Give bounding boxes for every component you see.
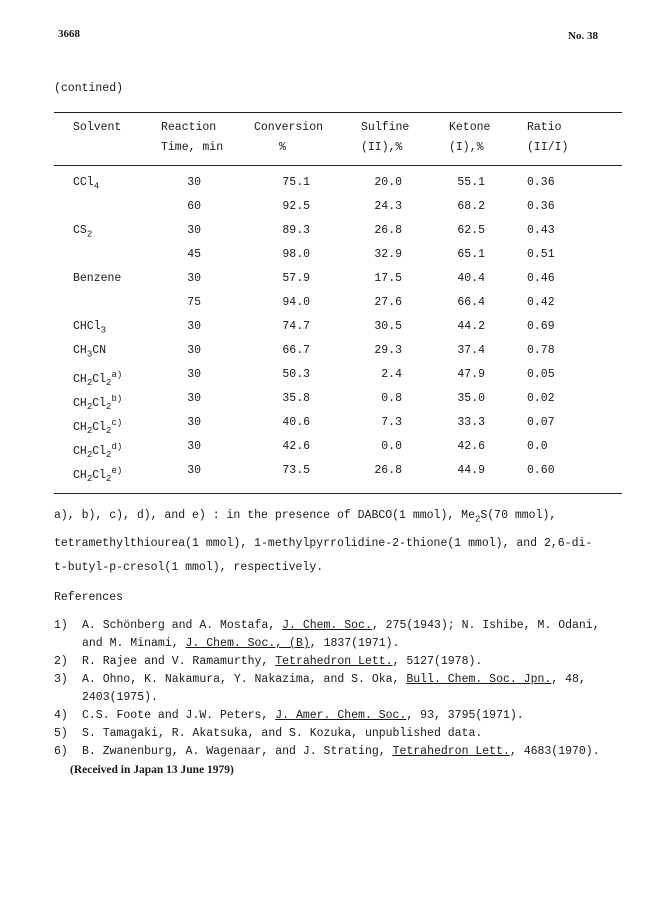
table-top-rule xyxy=(54,112,622,113)
journal-name: Tetrahedron Lett. xyxy=(392,745,510,758)
ketone-cell: 42.6 xyxy=(457,440,485,453)
ketone-cell: 44.2 xyxy=(457,320,485,333)
solvent-cell: $CH_2Cl_2^{b)}$ xyxy=(73,394,123,413)
time-cell: 30 xyxy=(187,440,201,453)
conversion-cell: 73.5 xyxy=(282,464,310,477)
reference-text: A. Schönberg and A. Mostafa, J. Chem. Soc., 275(1943); N. Ishibe, M. Odani, and M. Minami, J. Chem. Soc., (B), 1837(1971). xyxy=(82,619,600,650)
sulfine-cell: 32.9 xyxy=(374,248,402,261)
time-cell: 60 xyxy=(187,200,201,213)
ketone-cell: 66.4 xyxy=(457,296,485,309)
sulfine-cell: 0.8 xyxy=(381,392,402,405)
column-header: Solvent xyxy=(73,121,122,134)
conversion-cell: 66.7 xyxy=(282,344,310,357)
footnote-line-2: tetramethylthiourea(1 mmol), 1-methylpyrrolidine-2-thione(1 mmol), and 2,6-di- xyxy=(54,536,593,550)
reference-number: 2) xyxy=(54,655,68,668)
ketone-cell: 35.0 xyxy=(457,392,485,405)
reference-text: R. Rajee and V. Ramamurthy, Tetrahedron Lett., 5127(1978). xyxy=(82,655,483,668)
received-date: (Received in Japan 13 June 1979) xyxy=(70,764,234,776)
ratio-cell: 0.05 xyxy=(527,368,555,381)
references-heading: References xyxy=(54,591,124,604)
column-header: Conversion xyxy=(254,121,324,134)
reference-text: B. Zwanenburg, A. Wagenaar, and J. Strating, Tetrahedron Lett., 4683(1970). xyxy=(82,745,600,758)
reference-number: 6) xyxy=(54,745,68,758)
conversion-cell: 35.8 xyxy=(282,392,310,405)
time-cell: 30 xyxy=(187,368,201,381)
reference-text: S. Tamagaki, R. Akatsuka, and S. Kozuka, unpublished data. xyxy=(82,727,483,740)
ratio-cell: 0.69 xyxy=(527,320,555,333)
footnote-line-3: t-butyl-p-cresol(1 mmol), respectively. xyxy=(54,561,324,575)
ketone-cell: 37.4 xyxy=(457,344,485,357)
column-header-unit: Time, min xyxy=(161,141,224,154)
ratio-cell: 0.78 xyxy=(527,344,555,357)
reference-number: 5) xyxy=(54,727,68,740)
reference-number: 3) xyxy=(54,673,68,686)
column-header: Ratio xyxy=(527,121,562,134)
ratio-cell: 0.51 xyxy=(527,248,555,261)
time-cell: 45 xyxy=(187,248,201,261)
solvent-cell: CHCl$_3$ xyxy=(73,320,107,336)
time-cell: 30 xyxy=(187,272,201,285)
column-header-unit: (I),% xyxy=(449,141,484,154)
conversion-cell: 42.6 xyxy=(282,440,310,453)
column-header: Ketone xyxy=(449,121,491,134)
sulfine-cell: 30.5 xyxy=(374,320,402,333)
column-header: Reaction xyxy=(161,121,217,134)
table-bottom-rule xyxy=(54,493,622,494)
footnote-line-1: a), b), c), d), and e) : in the presence of DABCO(1 mmol), $Me_2S(70$ mmol), xyxy=(54,509,557,525)
ketone-cell: 47.9 xyxy=(457,368,485,381)
sulfine-cell: 2.4 xyxy=(381,368,402,381)
sulfine-cell: 7.3 xyxy=(381,416,402,429)
ketone-cell: 40.4 xyxy=(457,272,485,285)
ratio-cell: 0.36 xyxy=(527,200,555,213)
ketone-cell: 62.5 xyxy=(457,224,485,237)
conversion-cell: 57.9 xyxy=(282,272,310,285)
journal-name: Tetrahedron Lett. xyxy=(275,655,393,668)
continued-label: (contined) xyxy=(54,82,124,95)
time-cell: 30 xyxy=(187,176,201,189)
conversion-cell: 89.3 xyxy=(282,224,310,237)
time-cell: 30 xyxy=(187,392,201,405)
conversion-cell: 50.3 xyxy=(282,368,310,381)
ratio-cell: 0.43 xyxy=(527,224,555,237)
conversion-cell: 74.7 xyxy=(282,320,310,333)
column-header-unit: % xyxy=(279,141,286,154)
sulfine-cell: 26.8 xyxy=(374,224,402,237)
ratio-cell: 0.46 xyxy=(527,272,555,285)
column-header-unit: (II),% xyxy=(361,141,403,154)
solvent-cell: $CH_3CN$ xyxy=(73,344,107,360)
ratio-cell: 0.0 xyxy=(527,440,548,453)
time-cell: 30 xyxy=(187,344,201,357)
sulfine-cell: 17.5 xyxy=(374,272,402,285)
sulfine-cell: 26.8 xyxy=(374,464,402,477)
conversion-cell: 40.6 xyxy=(282,416,310,429)
solvent-cell: $CH_2Cl_2^{d)}$ xyxy=(73,442,123,461)
solvent-cell: Benzene xyxy=(73,272,122,285)
journal-name: J. Amer. Chem. Soc. xyxy=(275,709,407,722)
page-number: 3668 xyxy=(58,28,80,40)
time-cell: 75 xyxy=(187,296,201,309)
solvent-cell: CCl$_4$ xyxy=(73,176,100,192)
ketone-cell: 44.9 xyxy=(457,464,485,477)
time-cell: 30 xyxy=(187,464,201,477)
time-cell: 30 xyxy=(187,320,201,333)
time-cell: 30 xyxy=(187,224,201,237)
table-header-rule xyxy=(54,165,622,166)
conversion-cell: 75.1 xyxy=(282,176,310,189)
sulfine-cell: 27.6 xyxy=(374,296,402,309)
ketone-cell: 33.3 xyxy=(457,416,485,429)
reference-number: 4) xyxy=(54,709,68,722)
ratio-cell: 0.36 xyxy=(527,176,555,189)
sulfine-cell: 24.3 xyxy=(374,200,402,213)
solvent-cell: $CH_2Cl_2^{a)}$ xyxy=(73,370,123,389)
sulfine-cell: 29.3 xyxy=(374,344,402,357)
sulfine-cell: 0.0 xyxy=(381,440,402,453)
journal-name: Bull. Chem. Soc. Jpn. xyxy=(406,673,552,686)
column-header-unit: (II/I) xyxy=(527,141,569,154)
journal-issue-number: No. 38 xyxy=(568,30,598,42)
sulfine-cell: 20.0 xyxy=(374,176,402,189)
conversion-cell: 98.0 xyxy=(282,248,310,261)
journal-name: J. Chem. Soc. xyxy=(282,619,372,632)
reference-number: 1) xyxy=(54,619,68,632)
reference-text: C.S. Foote and J.W. Peters, J. Amer. Chem. Soc., 93, 3795(1971). xyxy=(82,709,524,722)
ketone-cell: 55.1 xyxy=(457,176,485,189)
solvent-cell: $CH_2Cl_2^{c)}$ xyxy=(73,418,123,437)
reference-text: A. Ohno, K. Nakamura, Y. Nakazima, and S. Oka, Bull. Chem. Soc. Jpn., 48, 2403(1975). xyxy=(82,673,586,704)
journal-name: J. Chem. Soc., (B) xyxy=(185,637,310,650)
column-header: Sulfine xyxy=(361,121,410,134)
conversion-cell: 94.0 xyxy=(282,296,310,309)
time-cell: 30 xyxy=(187,416,201,429)
ketone-cell: 65.1 xyxy=(457,248,485,261)
table-footnote xyxy=(54,504,624,581)
conversion-cell: 92.5 xyxy=(282,200,310,213)
ratio-cell: 0.02 xyxy=(527,392,555,405)
ratio-cell: 0.60 xyxy=(527,464,555,477)
solvent-cell: $CH_2Cl_2^{e)}$ xyxy=(73,466,123,485)
ketone-cell: 68.2 xyxy=(457,200,485,213)
ratio-cell: 0.07 xyxy=(527,416,555,429)
ratio-cell: 0.42 xyxy=(527,296,555,309)
solvent-cell: $CS_2$ xyxy=(73,224,93,240)
